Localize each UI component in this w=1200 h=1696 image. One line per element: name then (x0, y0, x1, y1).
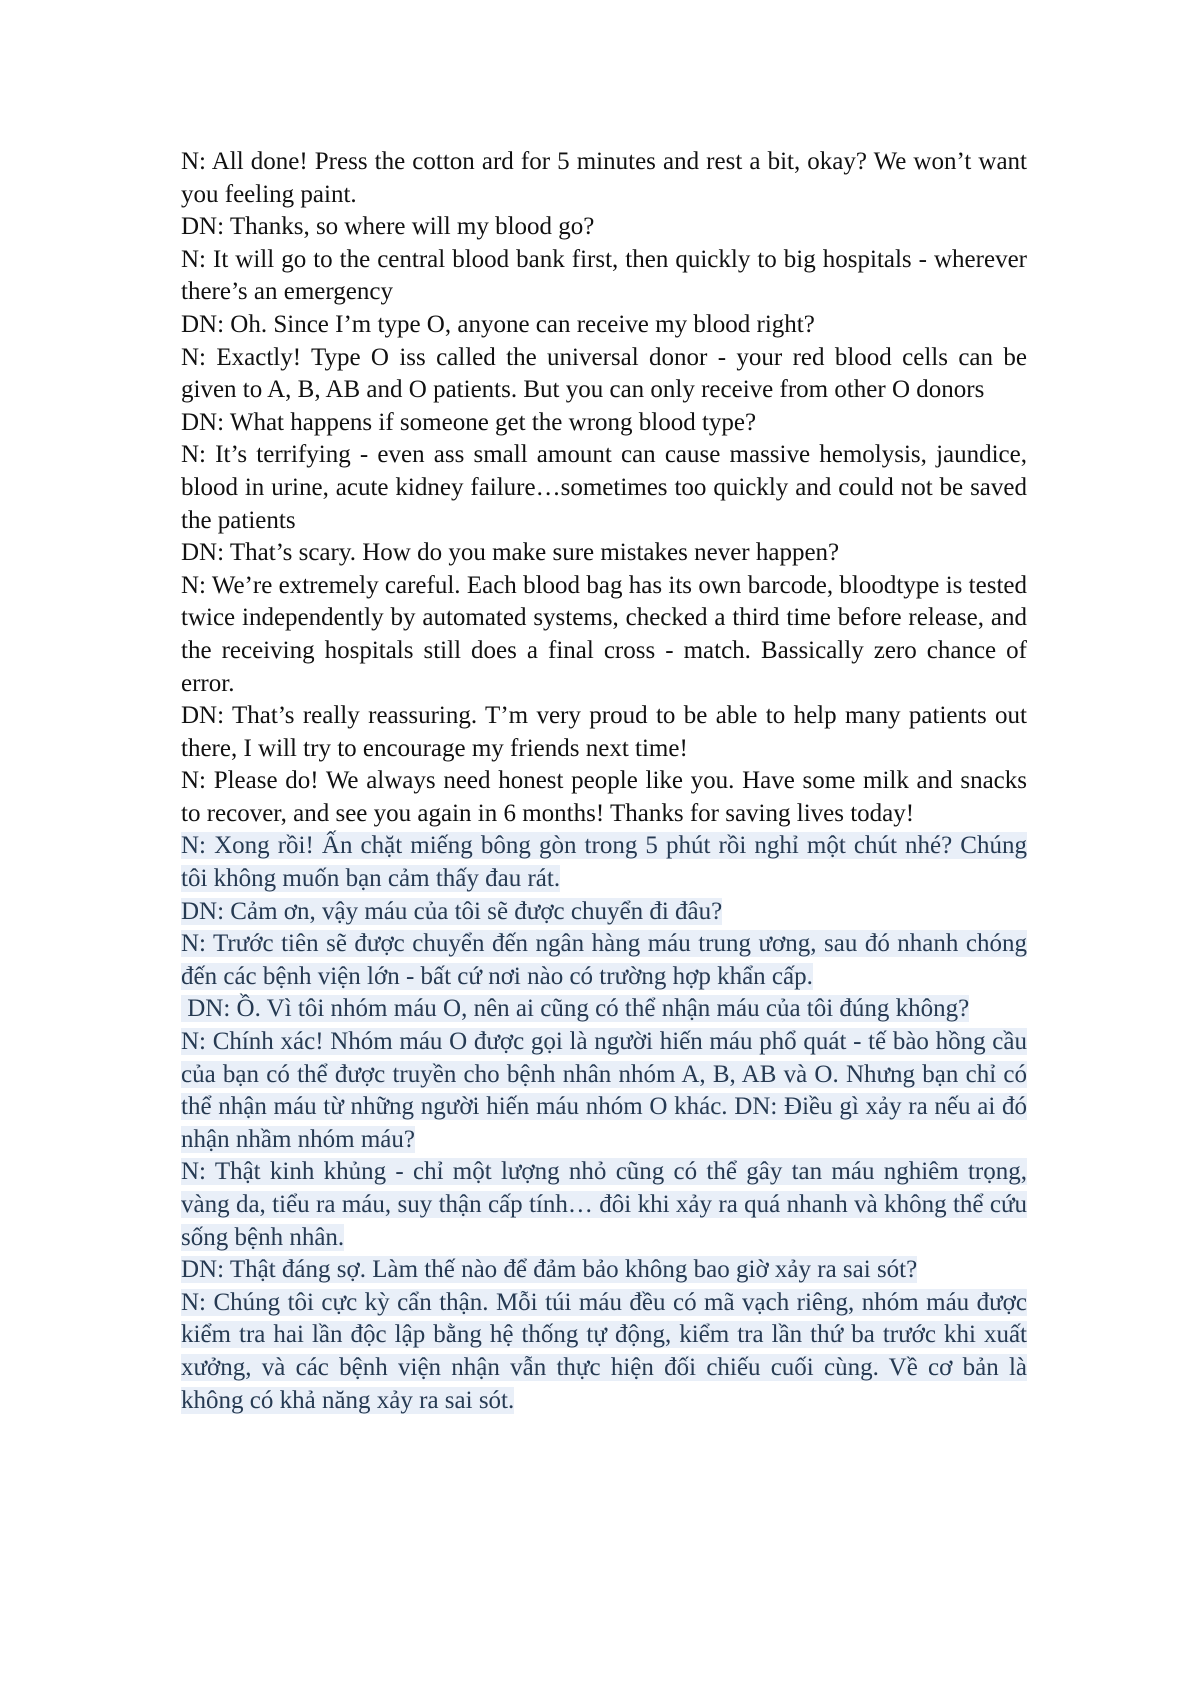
translated-line (181, 1026, 1027, 1156)
dialogue-line: DN: That’s really reassuring. T’m very proud to be able to help many patients out there, I will try to encourage my friends next time! (181, 702, 1027, 762)
highlighted-text: DN: Ồ. Vì tôi nhóm máu O, nên ai cũng có thể nhận máu của tôi đúng không? (181, 995, 970, 1023)
highlighted-text: N: Xong rồi! Ấn chặt miếng bông gòn trong 5 phút rồi nghỉ một chút nhé? Chúng tôi không muốn bạn cảm thấy đau rát. (181, 832, 1027, 893)
dialogue-line: N: Exactly! Type O iss called the universal donor - your red blood cells can be given to A, B, AB and O patients. But you can only receive from other O donors (181, 343, 1027, 404)
dialogue-line: DN: That’s scary. How do you make sure mistakes never happen? (181, 539, 840, 567)
dialogue-line: DN: Thanks, so where will my blood go? (181, 213, 595, 241)
dialogue-text (181, 146, 1027, 1417)
english-dialogue (181, 146, 1027, 830)
highlighted-text: N: Chúng tôi cực kỳ cẩn thận. Mỗi túi máu đều có mã vạch riêng, nhóm máu được kiểm tra hai lần độc lập bằng hệ thống tự động, kiểm tra lần thứ ba trước khi xuất xưởng, và các bệnh viện nhận vẫn thực hiện đối chiếu cuối cùng. Về cơ bản là không có khả năng xảy ra sai sót. (181, 1288, 1027, 1414)
translated-line (181, 896, 1027, 929)
translated-line (181, 1287, 1027, 1417)
highlighted-text: DN: Thật đáng sợ. Làm thế nào để đảm bảo không bao giờ xảy ra sai sót? (181, 1256, 918, 1284)
translated-line (181, 1156, 1027, 1254)
translated-line (181, 1254, 1027, 1287)
vietnamese-translation (181, 830, 1027, 1417)
dialogue-line: DN: What happens if someone get the wrong blood type? (181, 408, 757, 436)
dialogue-line: N: It’s terrifying - even ass small amount can cause massive hemolysis, jaundice, blood in urine, acute kidney failure…sometimes too quickly and could not be saved the patients (181, 441, 1027, 534)
highlighted-text: DN: Cảm ơn, vậy máu của tôi sẽ được chuyển đi đâu? (181, 897, 723, 925)
translated-line (181, 993, 1027, 1026)
translated-line (181, 830, 1027, 895)
highlighted-text: N: Trước tiên sẽ được chuyển đến ngân hàng máu trung ương, sau đó nhanh chóng đến các bệnh viện lớn - bất cứ nơi nào có trường hợp khẩn cấp. (181, 930, 1027, 990)
highlighted-text: N: Thật kinh khủng - chỉ một lượng nhỏ cũng có thể gây tan máu nghiêm trọng, vàng da, tiểu ra máu, suy thận cấp tính… đôi khi xảy ra quá nhanh và không thể cứu sống bệnh nhân. (181, 1158, 1027, 1251)
dialogue-line: DN: Oh. Since I’m type O, anyone can receive my blood right? (181, 310, 815, 338)
dialogue-line: N: All done! Press the cotton ard for 5 minutes and rest a bit, okay? We won’t want you feeling paint. (181, 148, 1027, 208)
highlighted-text: N: Chính xác! Nhóm máu O được gọi là người hiến máu phổ quát - tế bào hồng cầu của bạn có thể được truyền cho bệnh nhân nhóm A, B, AB và O. Nhưng bạn chỉ có thể nhận máu từ những người hiến máu nhóm O khác. DN: Điều gì xảy ra nếu ai đó nhận nhầm nhóm máu? (181, 1028, 1027, 1153)
dialogue-line: N: We’re extremely careful. Each blood bag has its own barcode, bloodtype is tested twice independently by automated systems, checked a third time before release, and the receiving hospitals still does a final cross - match. Bassically zero chance of error. (181, 571, 1027, 697)
dialogue-line: N: It will go to the central blood bank first, then quickly to big hospitals - wherever there’s an emergency (181, 245, 1027, 306)
translated-line (181, 928, 1027, 993)
dialogue-line: N: Please do! We always need honest people like you. Have some milk and snacks to recover, and see you again in 6 months! Thanks for saving lives today! (181, 767, 1027, 827)
